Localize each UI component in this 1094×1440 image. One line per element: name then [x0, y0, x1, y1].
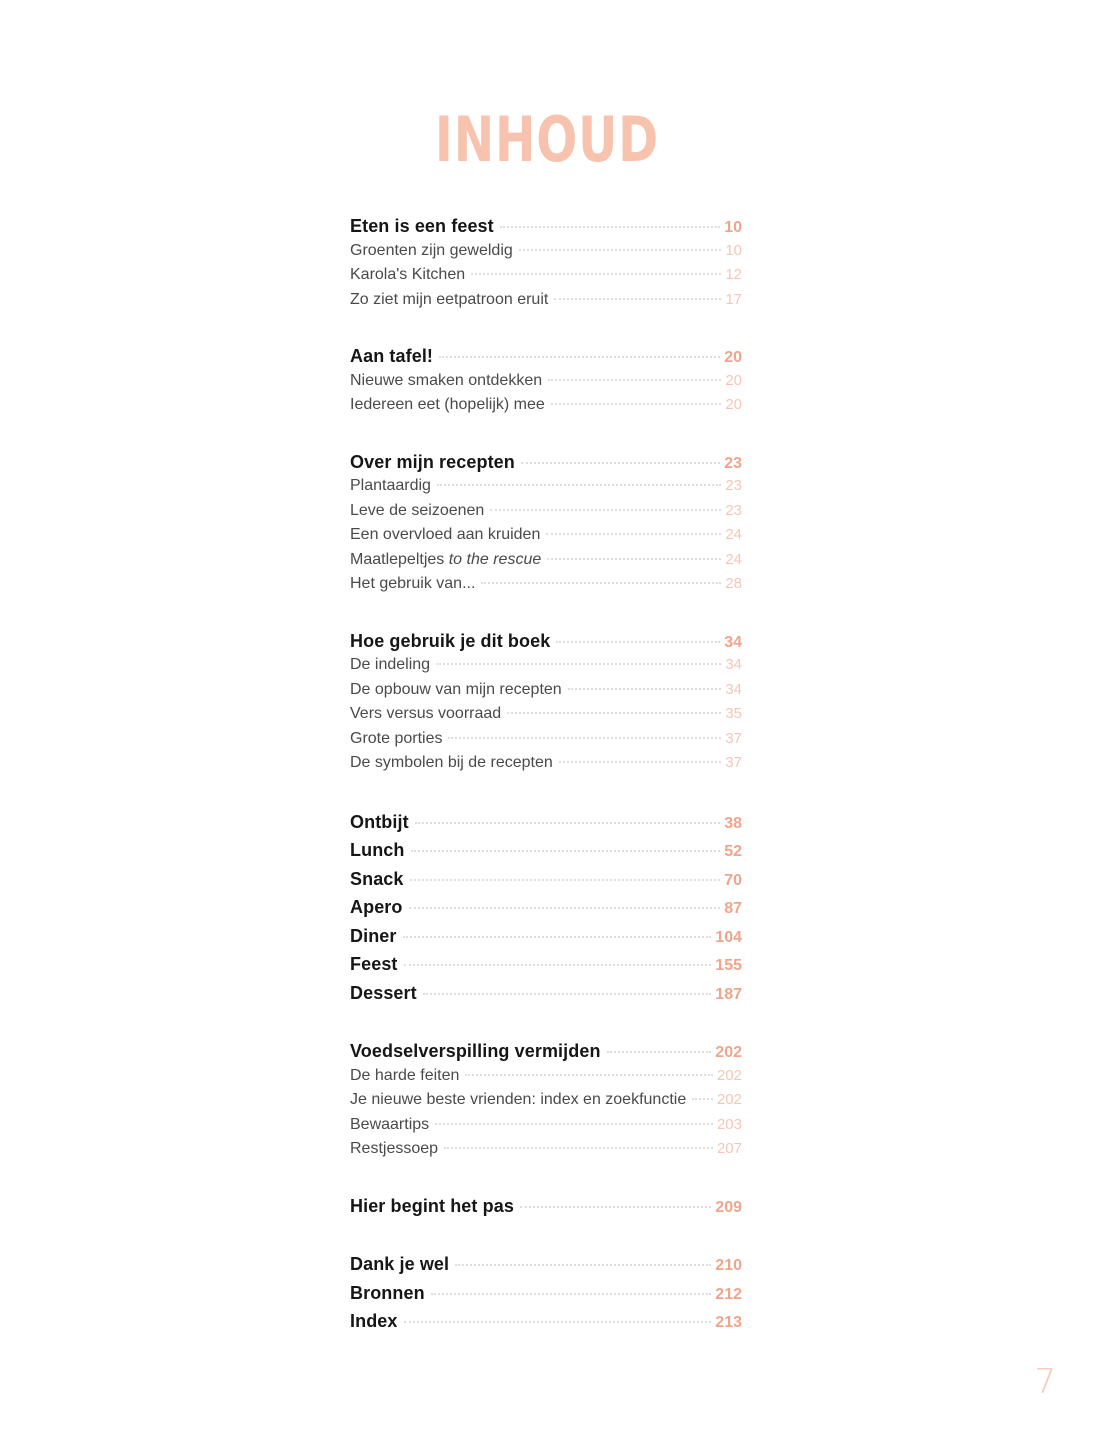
toc-entry-label: Dank je wel [350, 1254, 450, 1274]
toc-section-aan-tafel [350, 344, 742, 418]
toc-entry-page: 38 [724, 814, 742, 832]
dot-leader [403, 936, 712, 938]
dot-leader [692, 1098, 713, 1100]
toc-entry-sub[interactable] [350, 263, 742, 288]
toc-entry-page: 28 [725, 575, 742, 592]
toc-section-chapters [350, 808, 742, 1008]
toc-entry-label: Voedselverspilling vermijden [350, 1041, 601, 1061]
dot-leader [404, 1321, 712, 1323]
dot-leader [411, 850, 721, 852]
toc-section-voedselverspilling [350, 1039, 742, 1162]
toc-entry-page: 10 [725, 241, 742, 259]
dot-leader [607, 1051, 712, 1053]
dot-leader [435, 1123, 713, 1125]
dot-leader [410, 879, 721, 881]
toc-entry-label: Index [350, 1311, 398, 1331]
toc-entry-page: 20 [725, 371, 742, 389]
page-title: INHOUD [434, 103, 660, 176]
dot-leader [548, 379, 721, 381]
toc-entry-chapter[interactable] [350, 836, 742, 865]
toc-entry-label: Je nieuwe beste vrienden: index en zoekfunctie [350, 1091, 687, 1108]
dot-leader [448, 737, 721, 739]
table-of-contents [350, 214, 742, 1368]
toc-entry-label: Bewaartips [350, 1115, 430, 1133]
toc-entry-chapter[interactable] [350, 1250, 742, 1279]
dot-leader [423, 993, 712, 995]
toc-entry-label: Het gebruik van... [350, 575, 476, 592]
toc-entry-label [350, 548, 541, 573]
toc-entry-label-italic: to the rescue [448, 550, 542, 568]
dot-leader [439, 356, 720, 358]
toc-entry-chapter[interactable] [350, 979, 742, 1008]
toc-entry-page: 209 [715, 1198, 742, 1216]
dot-leader [500, 226, 720, 228]
toc-entry-label: Restjessoep [350, 1140, 439, 1157]
dot-leader [521, 462, 720, 464]
toc-entry-chapter[interactable] [350, 893, 742, 922]
dot-leader [546, 533, 721, 535]
toc-entry-label: Ontbijt [350, 811, 409, 832]
toc-entry-chapter[interactable] [350, 922, 742, 951]
dot-leader [507, 712, 721, 714]
toc-entry-page: 10 [724, 219, 742, 236]
dot-leader [431, 1293, 712, 1295]
toc-entry-page: 23 [724, 454, 742, 472]
toc-entry-page: 87 [724, 900, 742, 917]
toc-entry-label: Leve de seizoenen [350, 501, 485, 519]
toc-entry-page: 24 [725, 550, 742, 568]
toc-entry-page: 155 [715, 957, 742, 974]
toc-section-back-matter [350, 1250, 742, 1336]
toc-entry-page: 34 [724, 633, 742, 651]
toc-section-eten [350, 214, 742, 312]
toc-entry-page: 37 [725, 754, 742, 771]
dot-leader [436, 663, 721, 665]
toc-entry-label: De harde feiten [350, 1066, 460, 1084]
toc-entry-sub[interactable] [350, 653, 742, 678]
toc-entry-chapter[interactable] [350, 950, 742, 979]
toc-entry-label: Diner [350, 925, 397, 946]
dot-leader [444, 1147, 713, 1149]
toc-section-dit-boek [350, 629, 742, 776]
toc-entry-page: 202 [716, 1091, 742, 1108]
toc-entry-page: 104 [715, 928, 742, 946]
dot-leader [519, 249, 722, 251]
toc-entry-page: 203 [716, 1115, 742, 1133]
dot-leader [547, 558, 721, 560]
toc-entry-main[interactable] [350, 214, 742, 239]
toc-entry-label: Feest [350, 954, 398, 974]
toc-entry-main[interactable] [350, 629, 742, 654]
toc-entry-page: 52 [724, 843, 742, 860]
dot-leader [455, 1264, 711, 1266]
dot-leader [415, 822, 721, 824]
dot-leader [490, 509, 721, 511]
toc-entry-sub[interactable] [350, 1137, 742, 1162]
toc-entry-page: 212 [715, 1285, 742, 1303]
toc-entry-sub[interactable] [350, 1113, 742, 1138]
toc-entry-page: 23 [725, 477, 742, 494]
toc-entry-sub[interactable] [350, 369, 742, 394]
toc-entry-page: 17 [725, 290, 742, 308]
toc-entry-page: 202 [715, 1044, 742, 1061]
toc-entry-sub[interactable] [350, 523, 742, 548]
dot-leader [404, 964, 712, 966]
toc-entry-sub[interactable] [350, 474, 742, 499]
dot-leader [481, 582, 721, 584]
toc-entry-page: 12 [725, 266, 742, 283]
toc-entry-label: Hier begint het pas [350, 1195, 514, 1216]
toc-entry-sub[interactable] [350, 288, 742, 313]
toc-entry-page: 187 [715, 985, 742, 1003]
toc-section-recepten [350, 450, 742, 597]
toc-entry-label: Apero [350, 897, 403, 917]
dot-leader [520, 1206, 711, 1208]
toc-entry-main[interactable] [350, 1194, 742, 1219]
toc-entry-main[interactable] [350, 450, 742, 475]
toc-entry-sub[interactable] [350, 1064, 742, 1089]
toc-entry-sub[interactable] [350, 702, 742, 727]
toc-entry-label: Groenten zijn geweldig [350, 241, 513, 259]
toc-entry-label: Dessert [350, 982, 417, 1003]
page-number: 7 [1034, 1362, 1056, 1402]
toc-entry-label: Iedereen eet (hopelijk) mee [350, 396, 545, 413]
dot-leader [556, 641, 720, 643]
toc-entry-sub[interactable] [350, 751, 742, 776]
toc-entry-main[interactable] [350, 1039, 742, 1064]
toc-entry-chapter[interactable] [350, 1279, 742, 1308]
toc-entry-label: Hoe gebruik je dit boek [350, 630, 551, 651]
toc-entry-label: Snack [350, 868, 404, 889]
toc-entry-sub[interactable] [350, 727, 742, 752]
toc-entry-page: 20 [725, 396, 742, 413]
dot-leader [568, 688, 722, 690]
toc-section-hier-begint [350, 1194, 742, 1219]
toc-entry-label-roman: Maatlepeltjes [350, 550, 445, 568]
toc-entry-label: Bronnen [350, 1282, 425, 1303]
toc-entry-page: 34 [725, 656, 742, 673]
dot-leader [465, 1074, 713, 1076]
dot-leader [554, 298, 721, 300]
toc-entry-sub[interactable] [350, 548, 742, 573]
toc-entry-label: De opbouw van mijn recepten [350, 680, 562, 698]
toc-entry-main[interactable] [350, 344, 742, 369]
toc-entry-label: De symbolen bij de recepten [350, 754, 553, 771]
toc-entry-page: 35 [725, 705, 742, 722]
toc-entry-label: Plantaardig [350, 477, 431, 494]
toc-entry-label: Karola's Kitchen [350, 266, 466, 283]
toc-entry-page: 23 [725, 501, 742, 519]
toc-entry-label: Eten is een feest [350, 216, 494, 236]
toc-entry-chapter[interactable] [350, 865, 742, 894]
toc-entry-sub[interactable] [350, 499, 742, 524]
toc-entry-page: 70 [724, 871, 742, 889]
toc-entry-label: Nieuwe smaken ontdekken [350, 371, 543, 389]
toc-entry-label: Lunch [350, 840, 405, 860]
toc-entry-label: Zo ziet mijn eetpatroon eruit [350, 290, 549, 308]
dot-leader [559, 761, 722, 763]
toc-entry-sub[interactable] [350, 1088, 742, 1113]
toc-entry-page: 24 [725, 526, 742, 543]
toc-entry-page: 207 [716, 1140, 742, 1157]
toc-entry-label: Aan tafel! [350, 346, 434, 366]
toc-entry-page: 202 [716, 1066, 742, 1084]
dot-leader [551, 403, 722, 405]
toc-entry-label: De indeling [350, 656, 431, 673]
toc-entry-label: Grote porties [350, 729, 443, 747]
toc-entry-sub[interactable] [350, 678, 742, 703]
dot-leader [437, 484, 721, 486]
toc-entry-page: 34 [725, 680, 742, 698]
toc-entry-sub[interactable] [350, 393, 742, 418]
dot-leader [471, 273, 721, 275]
toc-entry-page: 210 [715, 1257, 742, 1274]
toc-entry-sub[interactable] [350, 572, 742, 597]
toc-entry-page: 37 [725, 729, 742, 747]
toc-entry-sub[interactable] [350, 239, 742, 264]
toc-entry-label: Vers versus voorraad [350, 705, 502, 722]
dot-leader [409, 907, 721, 909]
toc-entry-page: 20 [724, 349, 742, 366]
toc-entry-page: 213 [715, 1314, 742, 1331]
toc-entry-label: Een overvloed aan kruiden [350, 526, 541, 543]
toc-entry-chapter[interactable] [350, 808, 742, 837]
toc-entry-chapter[interactable] [350, 1307, 742, 1336]
toc-entry-label: Over mijn recepten [350, 451, 515, 472]
